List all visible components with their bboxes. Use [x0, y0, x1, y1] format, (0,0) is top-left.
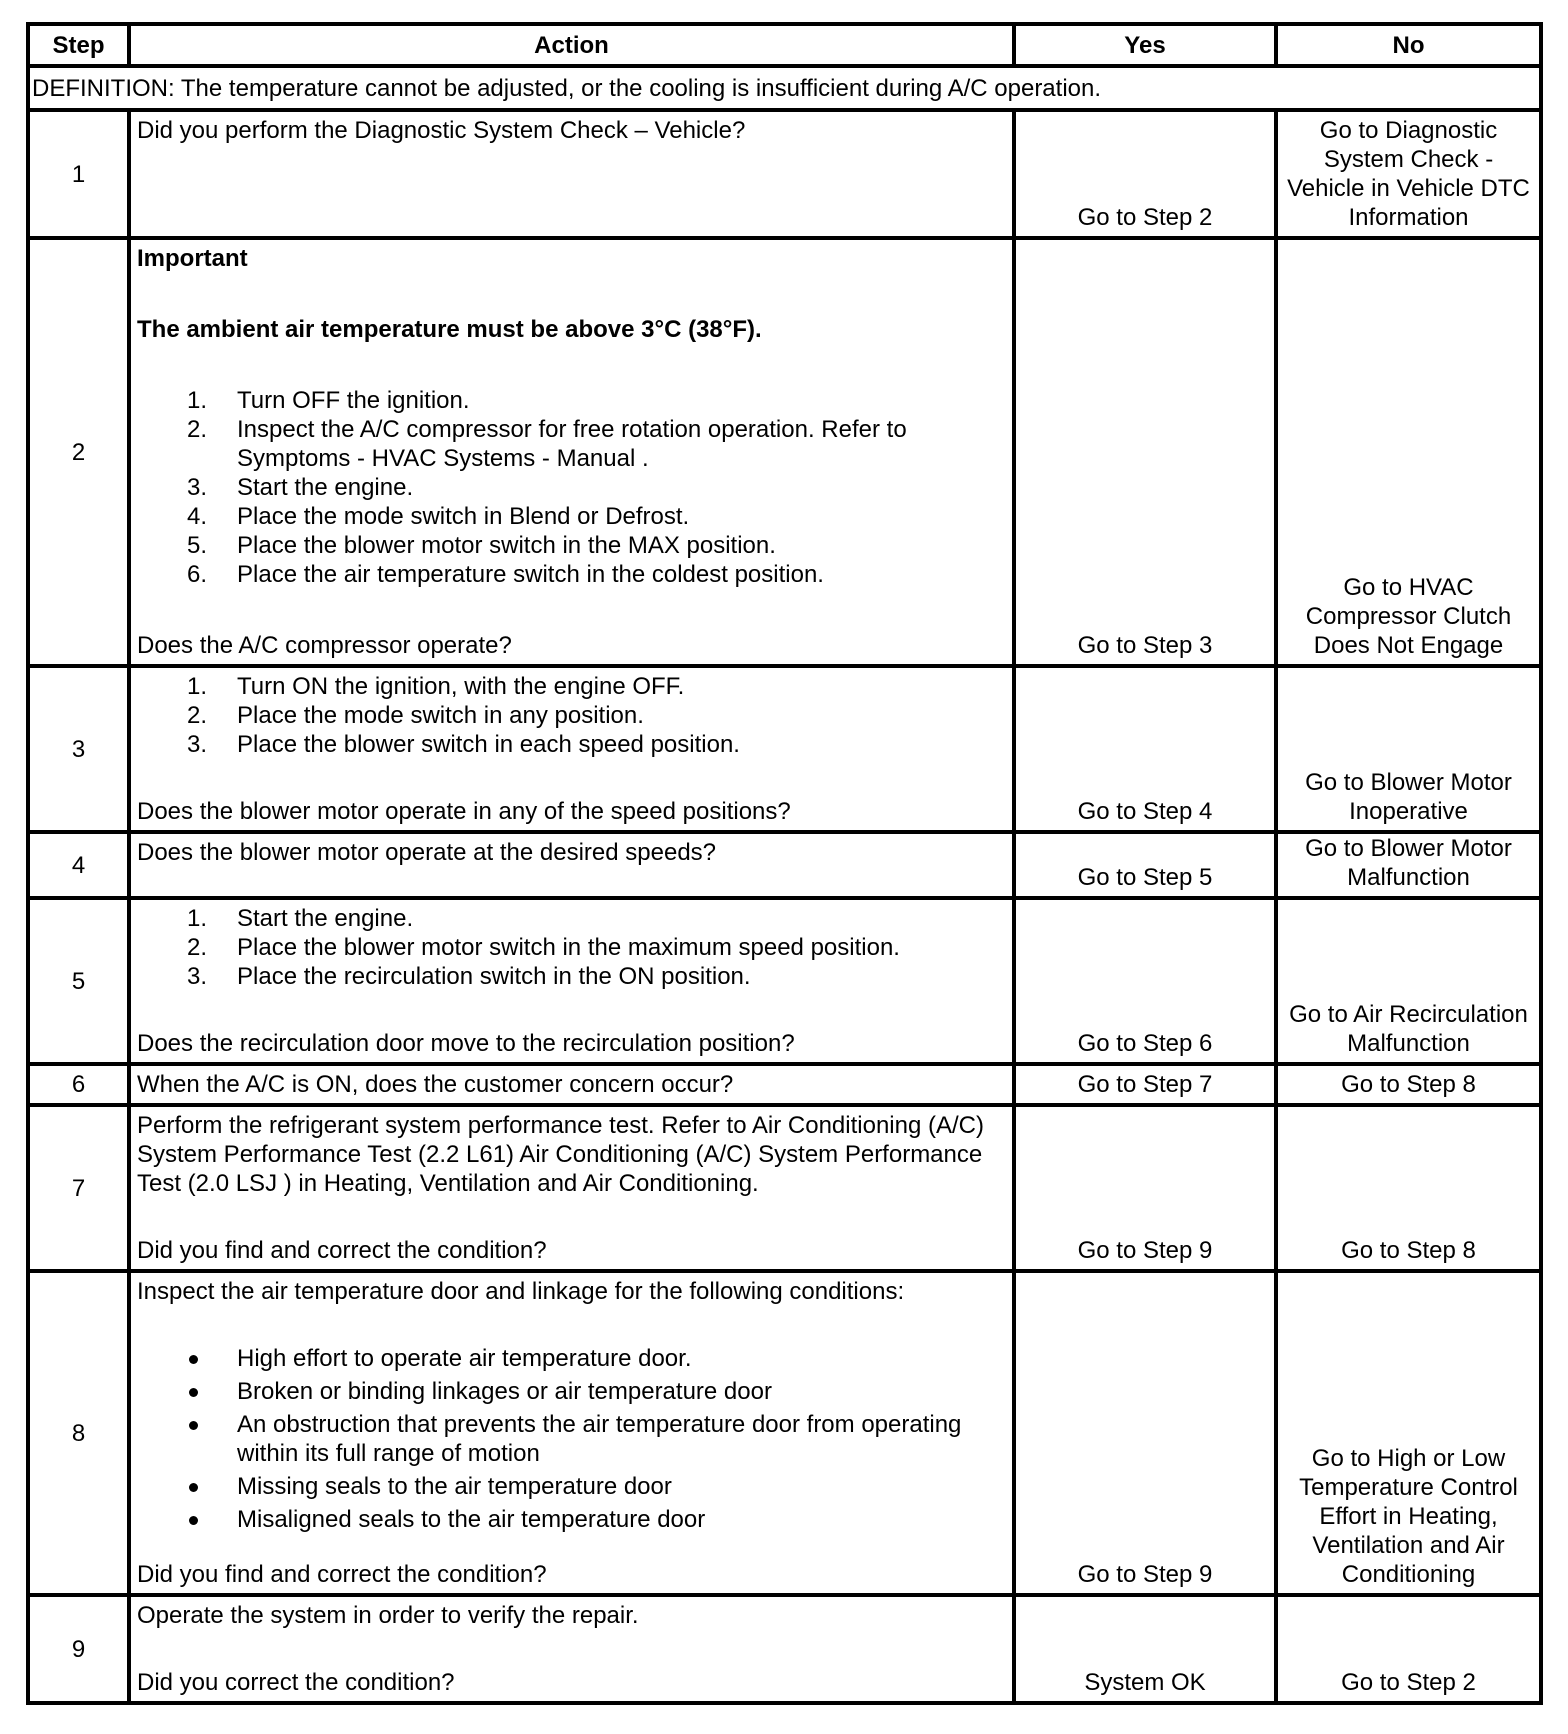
no-cell: Go to Air Recirculation Malfunction — [1276, 898, 1541, 1064]
action-intro: Perform the refrigerant system performance test. Refer to Air Conditioning (A/C) System Performance Test (2.2 L61) Air Conditioning (A/C) System Performance Test (2.0 LSJ ) in Heating, Ventilation and Air Conditioning. — [137, 1112, 984, 1197]
table-row — [28, 110, 1541, 238]
action-cell — [129, 1595, 1014, 1703]
action-cell — [129, 110, 1014, 238]
step-number: 8 — [28, 1271, 129, 1595]
no-cell: Go to Diagnostic System Check - Vehicle in Vehicle DTC Information — [1276, 110, 1541, 238]
action-cell — [129, 832, 1014, 898]
list-item: 5. Place the blower motor switch in the MAX position. — [187, 532, 776, 559]
yes-cell: System OK — [1014, 1595, 1276, 1703]
action-cell — [129, 898, 1014, 1064]
header-row — [28, 24, 1541, 66]
condition-list — [137, 1344, 1006, 1534]
table-row — [28, 898, 1541, 1064]
yes-cell: Go to Step 5 — [1014, 832, 1276, 898]
step-number: 7 — [28, 1105, 129, 1271]
no-cell: Go to Blower Motor Malfunction — [1276, 832, 1541, 898]
header-action: Action — [129, 24, 1014, 66]
diagnostic-table — [26, 22, 1543, 1705]
no-cell: Go to High or Low Temperature Control Effort in Heating, Ventilation and Air Conditioning — [1276, 1271, 1541, 1595]
list-item: Broken or binding linkages or air temperature door — [237, 1377, 1006, 1406]
table-row — [28, 1595, 1541, 1703]
yes-cell: Go to Step 9 — [1014, 1105, 1276, 1271]
list-item: 3. Place the blower switch in each speed position. — [187, 731, 740, 758]
action-cell — [129, 1271, 1014, 1595]
definition-row — [28, 66, 1541, 110]
action-question: Does the A/C compressor operate? — [137, 632, 512, 659]
step-number: 4 — [28, 832, 129, 898]
table-row — [28, 238, 1541, 666]
action-question: Does the recirculation door move to the recirculation position? — [137, 1030, 795, 1057]
table-row — [28, 1105, 1541, 1271]
step-number: 6 — [28, 1064, 129, 1105]
list-item: 3. Place the recirculation switch in the ON position. — [187, 963, 751, 990]
list-item: Misaligned seals to the air temperature door — [237, 1505, 1006, 1534]
list-item: 4. Place the mode switch in Blend or Defrost. — [187, 503, 690, 530]
important-note: The ambient air temperature must be above 3°C (38°F). — [137, 316, 762, 343]
list-item: 1. Turn OFF the ignition. — [187, 387, 470, 414]
action-cell — [129, 666, 1014, 832]
list-item: 3. Start the engine. — [187, 474, 414, 501]
list-item: 2. Place the mode switch in any position. — [187, 702, 644, 729]
list-item: 2. Place the blower motor switch in the maximum speed position. — [187, 934, 900, 961]
header-no: No — [1276, 24, 1541, 66]
action-question: When the A/C is ON, does the customer concern occur? — [137, 1071, 734, 1098]
no-cell: Go to HVAC Compressor Clutch Does Not Engage — [1276, 238, 1541, 666]
action-question: Does the blower motor operate in any of the speed positions? — [137, 798, 791, 825]
list-item: 6. Place the air temperature switch in the coldest position. — [187, 561, 824, 588]
action-question: Does the blower motor operate at the desired speeds? — [137, 839, 717, 866]
header-step: Step — [28, 24, 129, 66]
bullet-icon — [189, 1355, 198, 1364]
no-cell: Go to Step 8 — [1276, 1064, 1541, 1105]
table-row — [28, 666, 1541, 832]
list-item: An obstruction that prevents the air temperature door from operating within its full range of motion — [237, 1410, 1006, 1468]
yes-cell: Go to Step 3 — [1014, 238, 1276, 666]
procedure-list — [137, 386, 1006, 589]
action-cell — [129, 1105, 1014, 1271]
bullet-icon — [189, 1388, 198, 1397]
bullet-icon — [189, 1483, 198, 1492]
step-number: 3 — [28, 666, 129, 832]
yes-cell: Go to Step 7 — [1014, 1064, 1276, 1105]
yes-cell: Go to Step 6 — [1014, 898, 1276, 1064]
procedure-list — [137, 904, 1006, 991]
list-item: Missing seals to the air temperature door — [237, 1472, 1006, 1501]
yes-cell: Go to Step 2 — [1014, 110, 1276, 238]
no-cell: Go to Step 8 — [1276, 1105, 1541, 1271]
table-row — [28, 832, 1541, 898]
step-number: 2 — [28, 238, 129, 666]
table-row — [28, 1271, 1541, 1595]
list-item: 1. Start the engine. — [187, 905, 414, 932]
action-question: Did you find and correct the condition? — [137, 1561, 547, 1588]
action-intro: Operate the system in order to verify the repair. — [137, 1602, 639, 1629]
no-cell: Go to Step 2 — [1276, 1595, 1541, 1703]
header-yes: Yes — [1014, 24, 1276, 66]
bullet-icon — [189, 1421, 198, 1430]
important-label: Important — [137, 245, 248, 272]
yes-cell: Go to Step 9 — [1014, 1271, 1276, 1595]
list-item: 2. Inspect the A/C compressor for free rotation operation. Refer to Symptoms - HVAC Systems - Manual . — [187, 416, 907, 472]
action-intro: Inspect the air temperature door and linkage for the following conditions: — [137, 1278, 905, 1305]
action-question: Did you perform the Diagnostic System Check – Vehicle? — [137, 117, 746, 144]
step-number: 1 — [28, 110, 129, 238]
action-cell — [129, 1064, 1014, 1105]
table-row — [28, 1064, 1541, 1105]
definition-text: DEFINITION: The temperature cannot be adjusted, or the cooling is insufficient during A/C operation. — [28, 66, 1541, 110]
step-number: 9 — [28, 1595, 129, 1703]
yes-cell: Go to Step 4 — [1014, 666, 1276, 832]
no-cell: Go to Blower Motor Inoperative — [1276, 666, 1541, 832]
action-question: Did you find and correct the condition? — [137, 1237, 547, 1264]
procedure-list — [137, 672, 1006, 759]
list-item: 1. Turn ON the ignition, with the engine OFF. — [187, 673, 685, 700]
list-item: High effort to operate air temperature door. — [237, 1344, 1006, 1373]
step-number: 5 — [28, 898, 129, 1064]
bullet-icon — [189, 1516, 198, 1525]
action-question: Did you correct the condition? — [137, 1669, 455, 1696]
action-cell — [129, 238, 1014, 666]
